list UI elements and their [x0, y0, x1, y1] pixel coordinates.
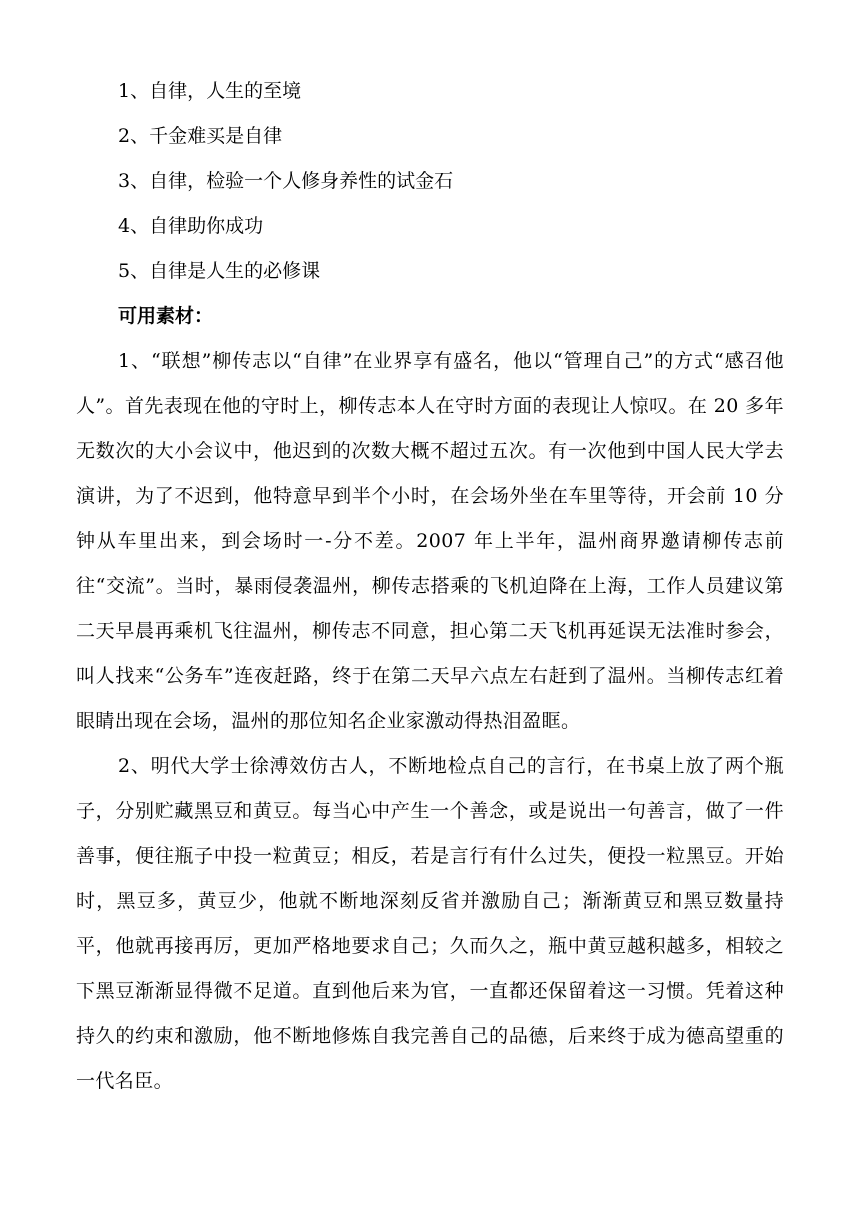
material-paragraph-1: 1、“联想”柳传志以“自律”在业界享有盛名，他以“管理自己”的方式“感召他人”。首先表现在他的守时上，柳传志本人在守时方面的表现让人惊叹。在 20 多年无数次的大小会议中，他迟到的次数大概不超过五次。有一次他到中国人民大学去演讲，为了不迟到，他特意早到半个小时，在会场外坐在车里等待，开会前 10 分钟从车里出来，到会场时一-分不差。2007 年上半年，温州商界邀请柳传志前往“交流”。当时，暴雨侵袭温州，柳传志搭乘的飞机迫降在上海，工作人员建议第二天早晨再乘机飞往温州，柳传志不同意，担心第二天飞机再延误无法准时参会，叫人找来“公务车”连夜赶路，终于在第二天早六点左右赶到了温州。当柳传志红着眼睛出现在会场，温州的那位知名企业家激动得热泪盈眶。	[76, 350, 784, 732]
title-option-4: 4、自律助你成功	[118, 215, 264, 237]
title-option-5: 5、自律是人生的必修课	[118, 260, 321, 282]
title-option-1: 1、自律，人生的至境	[118, 80, 302, 102]
document-body	[76, 69, 784, 1104]
material-paragraph-2: 2、明代大学士徐溥效仿古人，不断地检点自己的言行，在书桌上放了两个瓶子，分别贮藏黑豆和黄豆。每当心中产生一个善念，或是说出一句善言，做了一件善事，便往瓶子中投一粒黄豆；相反，若是言行有什么过失，便投一粒黑豆。开始时，黑豆多，黄豆少，他就不断地深刻反省并激励自己；渐渐黄豆和黑豆数量持平，他就再接再厉，更加严格地要求自己；久而久之，瓶中黄豆越积越多，相较之下黑豆渐渐显得微不足道。直到他后来为官，一直都还保留着这一习惯。凭着这种持久的约束和激励，他不断地修炼自我完善自己的品德，后来终于成为德高望重的一代名臣。	[76, 755, 784, 1092]
title-option-3: 3、自律，检验一个人修身养性的试金石	[118, 170, 454, 192]
section-heading-materials: 可用素材：	[118, 305, 214, 327]
title-option-2: 2、千金难买是自律	[118, 125, 283, 147]
